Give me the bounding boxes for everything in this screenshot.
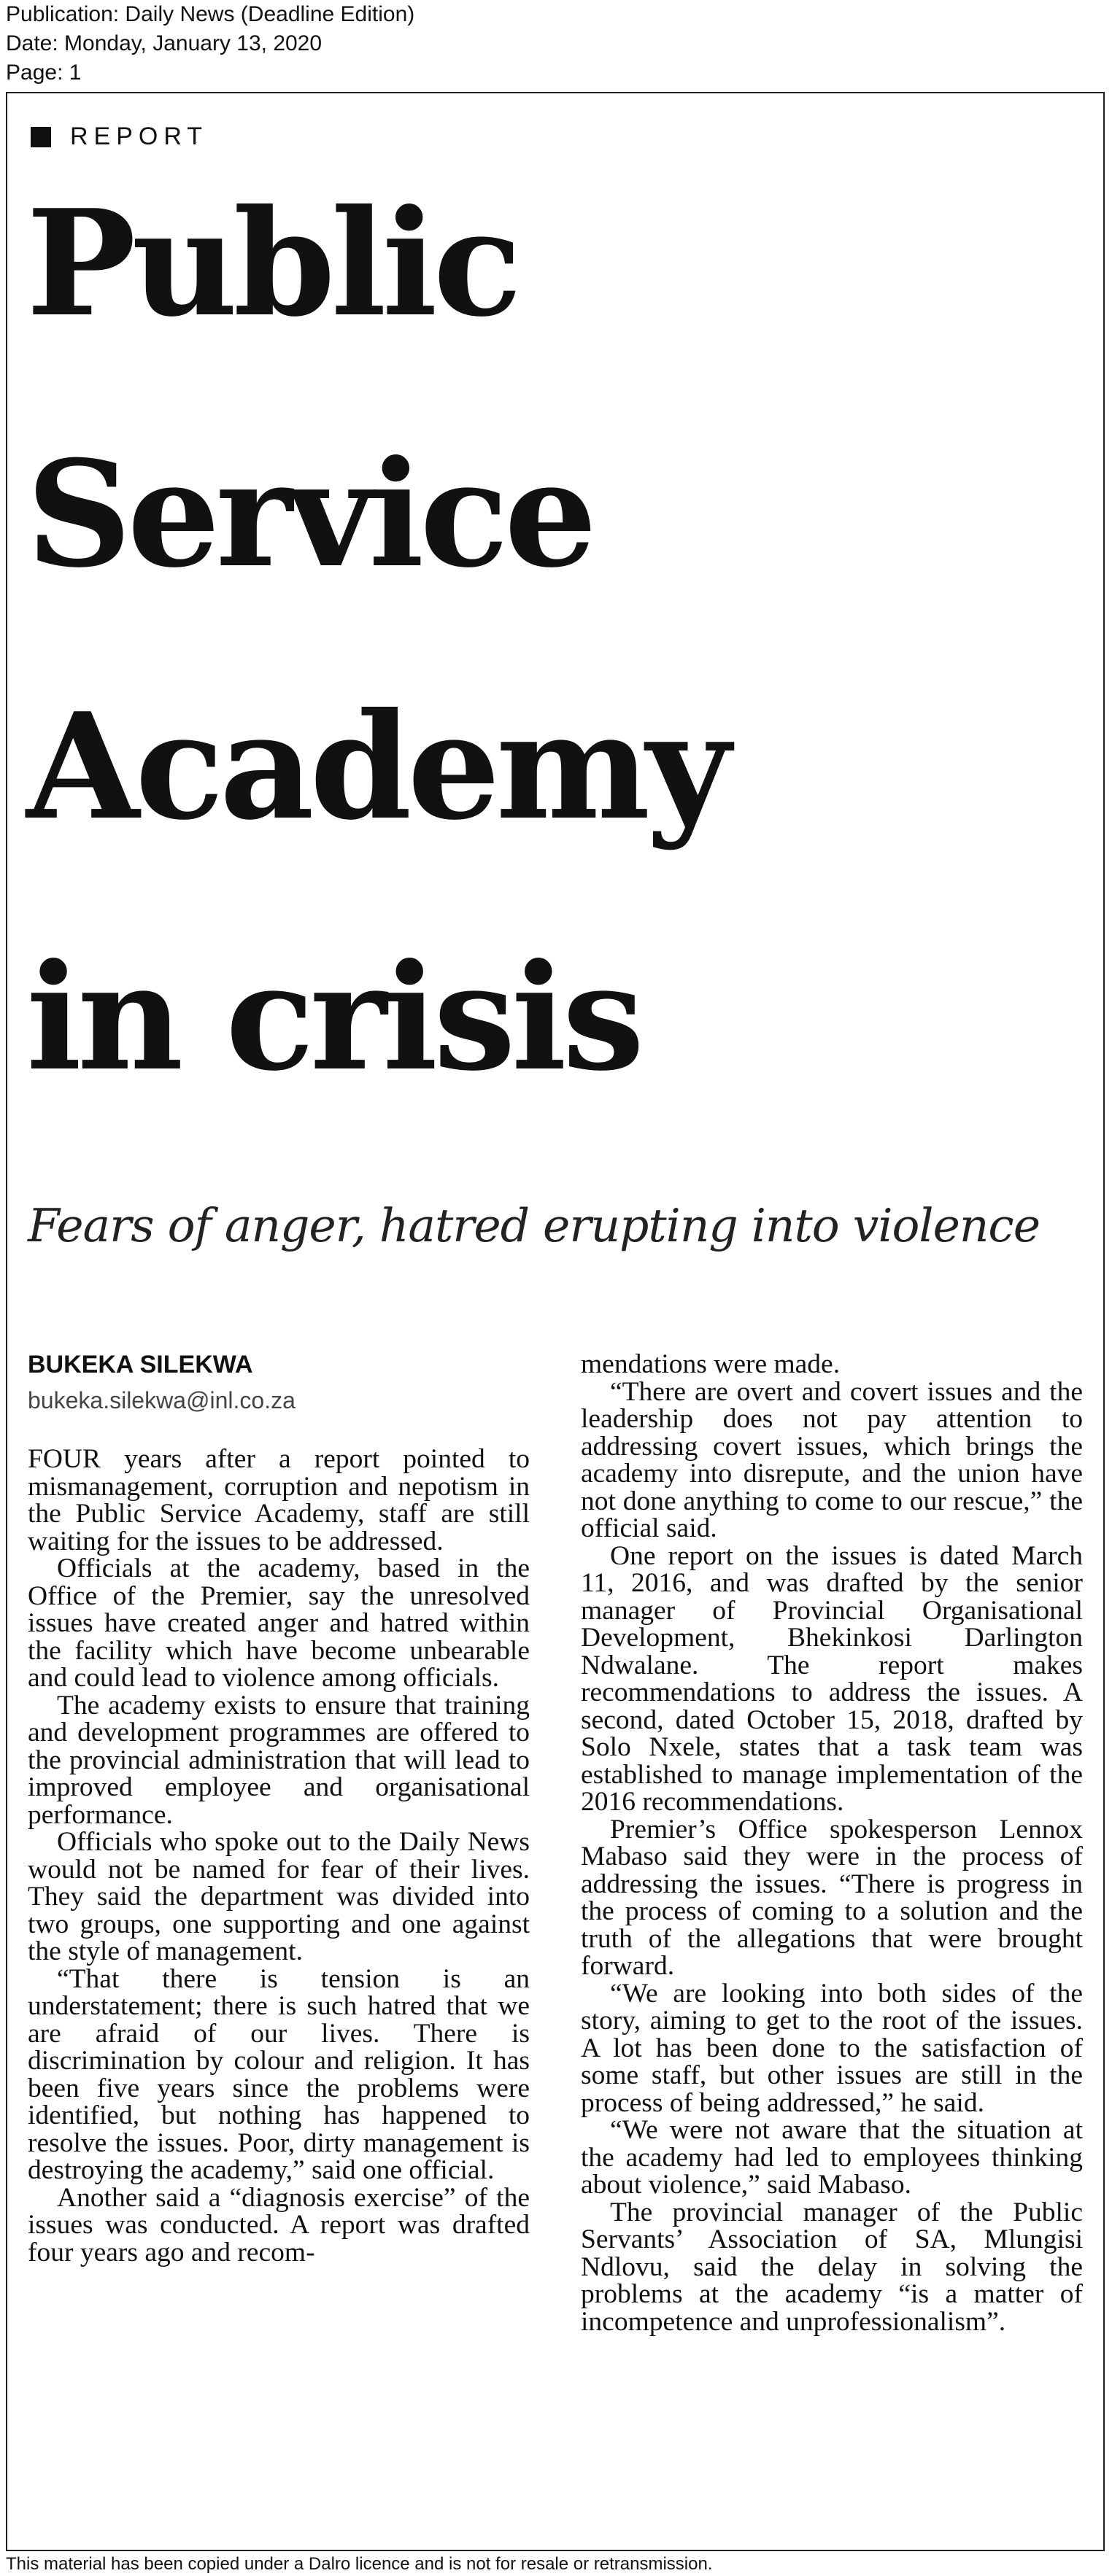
licence-footer: This material has been copied under a Dalro licence and is not for resale or retransmission. [6,2554,713,2574]
headline-line-3: Academy [26,681,727,853]
headline-line-4: in crisis [26,932,641,1103]
paragraph: Officials who spoke out to the Daily News would not be named for fear of their lives. They said the department was divided into two groups, one supporting and one against the style of management. [28,1827,530,1966]
headline-line-2: Service [26,429,593,600]
paragraph: The academy exists to ensure that training and development programmes are offered to the provincial administration that will lead to improved employee and organisational performance. [28,1690,530,1830]
right-column [581,1351,1083,2335]
square-bullet-icon [31,127,51,147]
paragraph: “We were not aware that the situation at the academy had led to employees thinking about violence,” said Mabaso. [581,2115,1083,2200]
section-label-text: REPORT [70,123,209,150]
section-label [31,123,208,151]
byline-email: bukeka.silekwa@inl.co.za [28,1387,296,1413]
page-line: Page: 1 [6,61,82,85]
byline-name: BUKEKA SILEKWA [28,1351,253,1378]
paragraph: The provincial manager of the Public Servants’ Association of SA, Mlungisi Ndlovu, said the delay in solving the problems at the academy “is a matter of incompetence and unprofessionalism”. [581,2197,1083,2337]
subheadline: Fears of anger, hatred erupting into violence [28,1199,1040,1252]
left-column [28,1446,530,2266]
paragraph: “There are overt and covert issues and the leadership does not pay attention to addressing covert issues, which brings the academy into disrepute, and the union have not done anything to come to our rescue,” the official said. [581,1376,1083,1543]
paragraph: mendations were made. [581,1349,841,1379]
paragraph: FOUR years after a report pointed to mismanagement, corruption and nepotism in the Public Service Academy, staff are still waiting for the issues to be addressed. [28,1444,530,1556]
paragraph: “That there is tension is an understatement; there is such hatred that we are afraid of our lives. There is discrimination by colour and religion. It has been five years since the problems were identified, but nothing has happened to resolve the issues. Poor, dirty management is destroying the academy,” said one official. [28,1963,530,2185]
paragraph: One report on the issues is dated March 11, 2016, and was drafted by the senior manager of Provincial Organisational Development, Bhekinkosi Darlington Ndwalane. The report makes recommendations to address the issues. A second, dated October 15, 2018, drafted by Solo Nxele, states that a task team was established to manage implementation of the 2016 recommendations. [581,1540,1083,1817]
paragraph: Another said a “diagnosis exercise” of the issues was conducted. A report was drafted four years ago and recom- [28,2182,530,2267]
paragraph: “We are looking into both sides of the story, aiming to get to the root of the issues. A lot has been done to the satisfaction of some staff, but other issues are still in the process of being addressed,” he said. [581,1978,1083,2118]
paragraph: Premier’s Office spokesperson Lennox Mabaso said they were in the process of addressing the issues. “There is progress in the process of coming to a solution and the truth of the allegations that were brought forward. [581,1814,1083,1981]
date-line: Date: Monday, January 13, 2020 [6,31,323,55]
headline-line-1: Public [26,178,518,349]
paragraph: Officials at the academy, based in the Office of the Premier, say the unresolved issues have created anger and hatred within the facility which have become unbearable and could lead to violence among officials. [28,1553,530,1693]
publication-line: Publication: Daily News (Deadline Edition) [6,2,415,26]
